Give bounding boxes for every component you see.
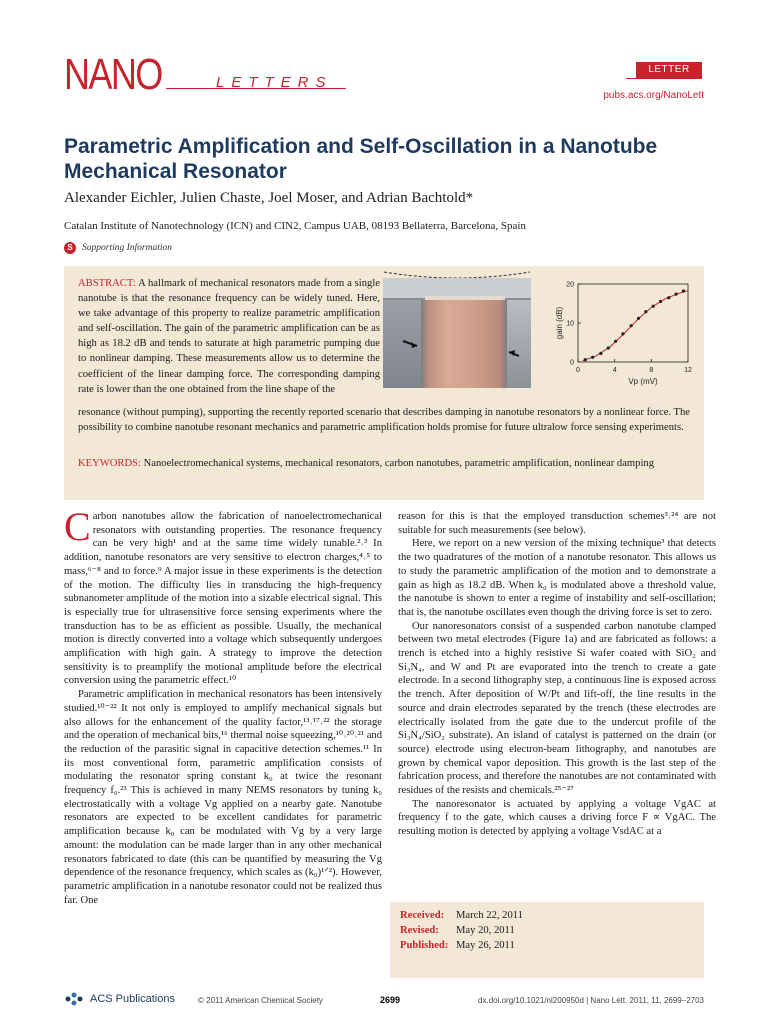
y-tick-label: 20 [566, 281, 574, 289]
date-row-published [400, 938, 694, 953]
supporting-info-icon: S [64, 242, 76, 254]
data-point [599, 352, 602, 355]
paragraph: The nanoresonator is actuated by applying a voltage VgAC at frequency f to the gate, which causes a driving force F ∝ VgAC. The resulting motion is detected by applying a voltage VsdAC at a [398, 798, 716, 838]
acs-hexagon-icon [64, 990, 86, 1008]
x-tick-label: 0 [576, 367, 580, 374]
published-label: Published: [400, 940, 449, 952]
paragraph: Here, we report on a new version of the mixing technique³ that detects the two quadratures of the motion of a nanotube resonator. This allows us to study the parametric amplification of the motion and to demonstrate a gain as high as 18.2 dB. When k₀ is modulated above a threshold value, the nanotube is shown to enter a regime of instability and self-oscillation; that is, the nanotube oscillates even though the driving force is set to zero. [398, 538, 716, 618]
paragraph: Our nanoresonators consist of a suspended carbon nanotube clamped between two metal electrodes (Figure 1a) and are fabricated as follows: a trench is etched into a highly resistive Si wafer coated with SiO₂ and Si₃N₄, and W and Pt are evaporated into the trench to create a gate electrode. In a second lithography step, a continuous line is exposed across the trench. After deposition of W/Pt and lift-off, the line results in the source and drain electrodes separated by the trench (these electrodes are electrically isolated from the gate due to the undercut profile of the Si₃N₄/SiO₂ substrate). An island of catalyst is patterned on the drain (or source) electrode using electron-beam lithography, and nanotubes are grown by chemical vapor deposition. This growth is the last step of the fabrication process, and therefore the nanotubes are not contaminated with residues of the resists and chemicals.²⁵⁻²⁷ [398, 620, 716, 797]
journal-url-link[interactable]: pubs.acs.org/NanoLett [603, 90, 704, 101]
header-rule [626, 78, 702, 79]
data-point [637, 317, 640, 320]
supporting-info-link[interactable] [64, 242, 172, 254]
affiliation: Catalan Institute of Nanotechnology (ICN) and CIN2, Campus UAB, 08193 Bellaterra, Barcelona, Spain [64, 220, 526, 232]
data-point [659, 300, 662, 303]
data-point [591, 356, 594, 359]
fit-line [583, 291, 688, 361]
micrograph-arrows [383, 278, 531, 388]
revised-date: May 20, 2011 [456, 925, 515, 937]
journal-logo [64, 50, 333, 99]
logo-nano-text: NANO [64, 50, 162, 99]
keywords [78, 456, 690, 471]
abstract-part1: A hallmark of mechanical resonators made from a single nanotube is that the resonance frequency can be widely tuned. Here, we take advantage of this property to realize parametric amplification and self-oscillation. The gain of the parametric amplification can be as high as 18.2 dB and tends to saturate at high parametric pumping due to nonlinear damping. These measurements allow us to determine the coefficient of the linear damping force. The corresponding damping rate is lower than the one obtained from the line shape of the [78, 278, 380, 395]
y-tick-label: 10 [566, 320, 574, 328]
data-point [675, 293, 678, 296]
page-number: 2699 [380, 995, 401, 1005]
body-right-column [398, 510, 716, 839]
x-tick-label: 4 [612, 367, 617, 374]
published-date: May 26, 2011 [456, 940, 515, 952]
y-axis-label: gain (dB) [555, 306, 564, 340]
article-type-badge: LETTER [636, 62, 702, 78]
body-left-column [64, 504, 382, 907]
paragraph [64, 504, 382, 688]
paragraph: Parametric amplification in mechanical resonators has been intensively studied.¹⁰⁻²² It not only is employed to amplify mechanical signals but also allows for the enhancement of the quality factor,¹³˒¹⁷˒²² the storage and the operation of mechanical bits,¹⁶ thermal noise squeezing,¹⁰˒²⁰˒²¹ and the reduction of the parasitic signal in capacitive detection schemes.¹¹ In its most conventional form, parametric amplification consists of modulating the resonator spring constant k₀ at twice the resonant frequency f₀.²³ This is achieved in many NEMS resonators by tuning k₀ electrostatically with a voltage Vg applied on a nearby gate. Nanotube resonators are expected to be excellent candidates for parametric amplification because k₀ can be modulated with Vg by a very large amount: the modulation can be made larger than in any other mechanical resonators fabricated to date (this can be quantified by measuring the Vg dependence of the resonance frequency, which scales as (k₀)¹ᐟ²). However, parametric amplification in a nanotube resonator could not be realized thus far. One [64, 689, 382, 906]
drop-cap: C [64, 504, 91, 549]
paragraph-text: arbon nanotubes allow the fabrication of nanoelectromechanical resonators with outstanding properties. The resonance frequency can be very high¹ and at the same time widely tunable.²˒³ In addition, nanotube resonators are very sensitive to electron charges,⁴˒⁵ to mass,⁶⁻⁸ and to force.⁹ A major issue in these experiments is the detection of the motion. The difficulty lies in transducing the high-frequency subnanometer amplitude of the motion into a sizable electrical signal. This is especially true for ultrasensitive force sensing experiments where the transduction has to be as efficient as possible. Usually, the mechanical motion is directly converted into a voltage which subsequently undergoes amplification with high gain. A strategy to improve the detection sensitivity is to preamplify the motional amplitude before the electrical conversion using the parametric effect.¹⁰ [64, 511, 382, 687]
supporting-info-label: Supporting Information [82, 243, 172, 253]
data-point [584, 358, 587, 361]
gain-chart [538, 274, 698, 392]
x-tick-label: 8 [649, 367, 654, 374]
data-point [607, 346, 610, 349]
abstract-text [78, 276, 380, 397]
keywords-label: KEYWORDS: [78, 458, 141, 469]
abstract-label: ABSTRACT: [78, 278, 136, 289]
x-axis-label: Vp (mV) [628, 377, 658, 386]
received-date: March 22, 2011 [456, 910, 523, 921]
page-footer [64, 993, 704, 1012]
data-point [630, 324, 633, 327]
received-label: Received: [400, 910, 445, 921]
data-point [652, 305, 655, 308]
publisher-name: ACS Publications [90, 993, 175, 1005]
data-point [682, 289, 685, 292]
keywords-text: Nanoelectromechanical systems, mechanical resonators, carbon nanotubes, parametric amplification, nonlinear damping [143, 458, 655, 469]
paragraph: reason for this is that the employed transduction schemes³˒²⁴ are not suitable for such measurements (see below). [398, 511, 716, 536]
acs-logo [64, 990, 175, 1008]
abstract-continued: resonance (without pumping), supporting the recently reported scenario that describes damping in nanotube resonators by a nonlinear force. The possibility to combine nanotube resonant mechanics and parametric amplification holds promise for future ultralow force sensing experiments. [78, 407, 690, 434]
y-tick-label: 0 [570, 359, 574, 367]
copyright: © 2011 American Chemical Society [198, 996, 323, 1005]
publication-dates [390, 902, 704, 978]
sem-micrograph [383, 278, 531, 388]
x-tick-label: 12 [684, 367, 692, 374]
data-point [644, 310, 647, 313]
doi-link[interactable]: dx.doi.org/10.1021/nl200950d | Nano Lett. 2011, 11, 2699–2703 [478, 996, 704, 1005]
data-point [667, 296, 670, 299]
plot-frame [578, 284, 688, 362]
author-list: Alexander Eichler, Julien Chaste, Joel Moser, and Adrian Bachtold* [64, 190, 474, 206]
revised-label: Revised: [400, 925, 439, 937]
date-row-revised [400, 923, 694, 938]
logo-letters-text: LETTERS [216, 74, 333, 91]
article-title: Parametric Amplification and Self-Oscillation in a Nanotube Mechanical Resonator [64, 135, 658, 183]
data-point [614, 340, 617, 343]
data-point [621, 332, 624, 335]
date-row-received [400, 908, 694, 923]
